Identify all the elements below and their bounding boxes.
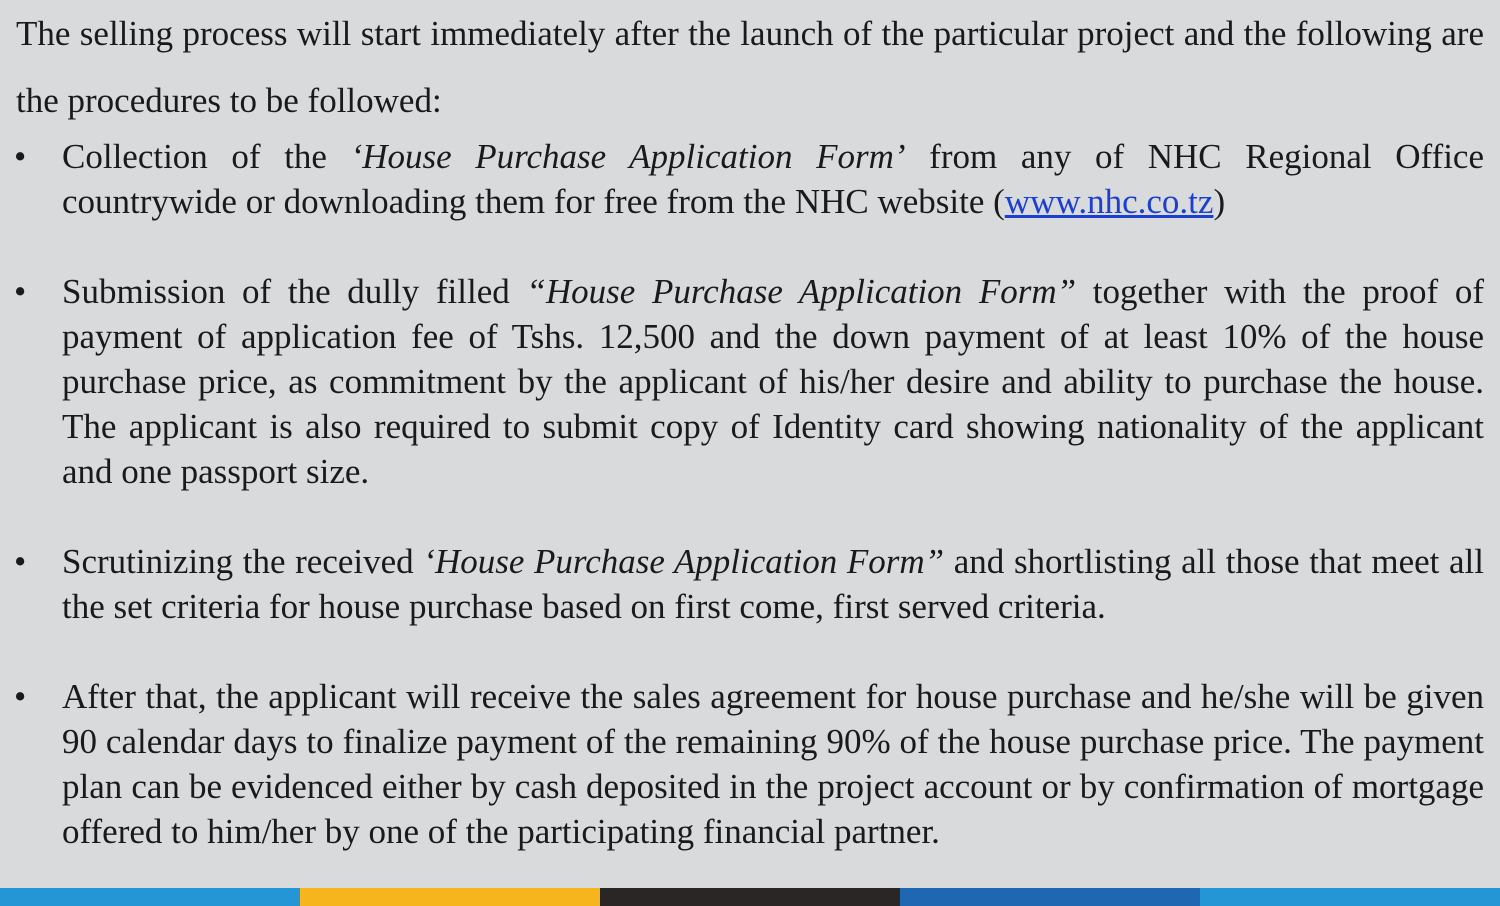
bullet-icon: • — [14, 272, 27, 311]
list-item-text: Submission of the dully filled “House Purchase Application Form” together with the proof of payment of application fee of Tshs. 12,500 and the down payment of at least 10% of the house purchase price, as commitment by the applicant of his/her desire and ability to purchase the house. The applicant is also required to submit copy of Identity card showing nationality of the applicant and one passport size. — [62, 272, 1485, 491]
footer-color-bar — [0, 888, 1500, 906]
list-item — [0, 674, 1484, 854]
procedure-list — [0, 134, 1500, 899]
list-item-text: After that, the applicant will receive the sales agreement for house purchase and he/she will be given 90 calendar days to finalize payment of the remaining 90% of the house purchase price. The payment plan can be evidenced either by cash deposited in the project account or by confirmation of mortgage offered to him/her by one of the participating financial partner. — [62, 677, 1484, 851]
list-item-text: Collection of the ‘House Purchase Application Form’ from any of NHC Regional Office countrywide or downloading them for free from the NHC website (www.nhc.co.tz) — [62, 137, 1484, 221]
bullet-icon: • — [14, 542, 27, 581]
bullet-icon: • — [14, 677, 27, 716]
footer-segment — [600, 888, 900, 906]
form-name: ‘House Purchase Application Form’ — [350, 137, 906, 176]
list-item — [0, 134, 1484, 224]
form-name: “House Purchase Application Form” — [526, 272, 1077, 311]
footer-segment — [900, 888, 1200, 906]
bullet-icon: • — [14, 137, 27, 176]
footer-segment — [1200, 888, 1500, 906]
list-item-text: Scrutinizing the received ‘House Purchase Application Form” and shortlisting all those that meet all the set criteria for house purchase based on first come, first served criteria. — [62, 542, 1484, 626]
list-item — [0, 269, 1484, 494]
nhc-website-link[interactable]: www.nhc.co.tz — [1004, 182, 1214, 221]
footer-segment — [300, 888, 600, 906]
footer-segment — [0, 888, 300, 906]
form-name: ‘House Purchase Application Form” — [423, 542, 945, 581]
intro-paragraph: The selling process will start immediately after the launch of the particular project and the following are the procedures to be followed: — [16, 14, 1484, 120]
list-item — [0, 539, 1484, 629]
